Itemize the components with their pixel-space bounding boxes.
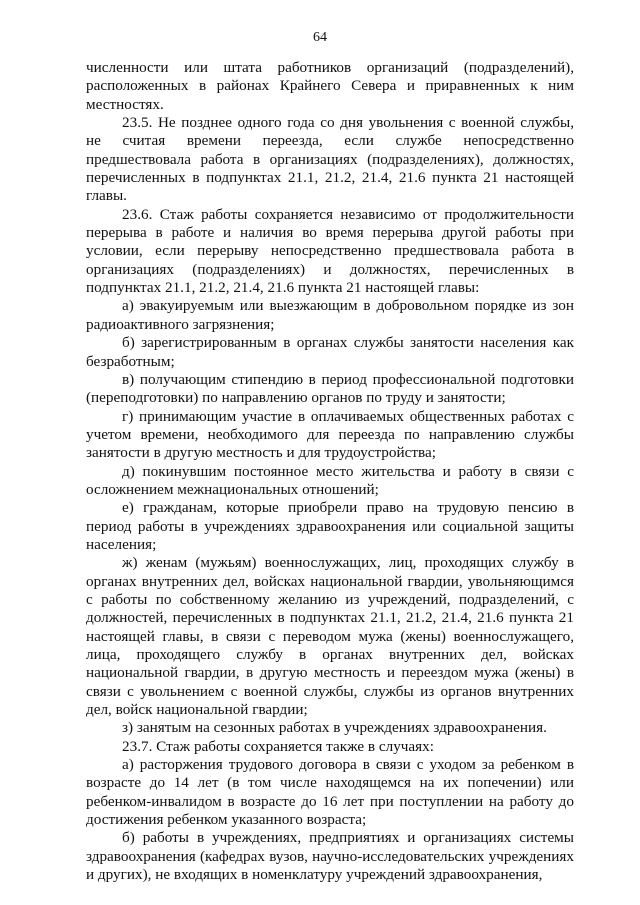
list-item-b-23-7: б) работы в учреждениях, предприятиях и организациях системы здравоохранения (кафедрах вузов, научно-исследовательских учреждениях и других), не входящих в номенклатуру учреждений здравоохранения, (86, 829, 574, 884)
list-item-d: д) покинувшим постоянное место жительства и работу в связи с осложнением межнациональных отношений; (86, 462, 574, 498)
paragraph-23-5: 23.5. Не позднее одного года со дня увольнения с военной службы, не считая времени переезда, если службе непосредственно предшествовала работа в организациях (подразделениях), должностях, перечисленных в подпунктах 21.1, 21.2, 21.4, 21.6 пункта 21 настоящей главы. (86, 114, 574, 205)
paragraph-continuation: численности или штата работников организаций (подразделений), расположенных в районах Крайнего Севера и приравненных к ним местностях. (86, 59, 574, 113)
paragraph-23-7: 23.7. Стаж работы сохраняется также в случаях: (122, 737, 434, 755)
list-item-b: б) зарегистрированным в органах службы занятости населения как безработным; (86, 334, 574, 370)
list-item-z: з) занятым на сезонных работах в учреждениях здравоохранения. (122, 719, 547, 737)
list-item-v: в) получающим стипендию в период профессиональной подготовки (переподготовки) по направлению органов по труду и занятости; (86, 370, 574, 407)
page-number: 64 (313, 30, 327, 45)
document-body (86, 59, 574, 884)
list-item-zh: ж) женам (мужьям) военнослужащих, лиц, проходящих службу в органах внутренних дел, войсках национальной гвардии, увольняющимся с работы по собственному желанию из учреждений, подразделений, с должностей, перечисленных в подпунктах 21.1, 21.2, 21.4, 21.6 пункта 21 настоящей главы, в связи с переводом мужа (жены) военнослужащего, лица, проходящего службу в органах внутренних дел, войсках национальной гвардии, в другую местность и переездом мужа (жены) в связи с увольнением с военной службы, службы из органов внутренних дел, войск национальной гвардии; (86, 554, 574, 719)
paragraph-23-6: 23.6. Стаж работы сохраняется независимо от продолжительности перерыва в работе и наличия во время перерыва другой работы при условии, если перерыву непосредственно предшествовала работа в организациях (подразделениях) и должностях, перечисленных в подпунктах 21.1, 21.2, 21.4, 21.6 пункта 21 настоящей главы: (86, 205, 574, 297)
list-item-a: а) эвакуируемым или выезжающим в добровольном порядке из зон радиоактивного загрязнения; (86, 297, 574, 333)
list-item-g: г) принимающим участие в оплачиваемых общественных работах с учетом времени, необходимого для переезда по направлению службы занятости в другую местность и для трудоустройства; (86, 407, 574, 462)
list-item-a-23-7: а) расторжения трудового договора в связи с уходом за ребенком в возрасте до 14 лет (в том числе находящемся на их попечении) или ребенком-инвалидом в возрасте до 16 лет при поступлении на работу до достижения ребенком указанного возраста; (86, 756, 574, 829)
list-item-e: е) гражданам, которые приобрели право на трудовую пенсию в период работы в учреждениях здравоохранения или социальной защиты населения; (86, 499, 574, 553)
